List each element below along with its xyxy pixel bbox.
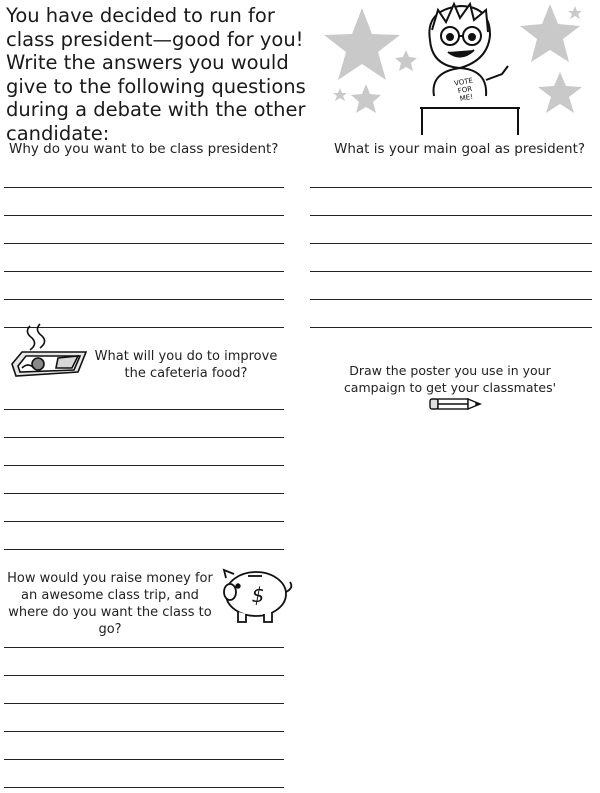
answer-line[interactable]: [4, 675, 284, 676]
answer-line[interactable]: [4, 647, 284, 648]
question-class-trip: How would you raise money for an awesome class trip, and where do you want the class to go?: [7, 571, 213, 637]
star-icon: [333, 88, 347, 101]
answer-line[interactable]: [4, 759, 284, 760]
star-icon: [324, 8, 400, 80]
piggy-bank-icon: [218, 564, 298, 626]
answer-line[interactable]: [4, 703, 284, 704]
answer-line[interactable]: [4, 521, 284, 522]
star-icon: [351, 84, 381, 113]
answer-line[interactable]: [310, 271, 592, 272]
question-cafeteria: What will you do to improve the cafeteria food?: [94, 349, 278, 381]
answer-line[interactable]: [4, 243, 284, 244]
intro-text: You have decided to run for class president—good for you! Write the answers you would give to the following questions during a debate with the other candidate:: [6, 4, 306, 145]
answer-line[interactable]: [310, 299, 592, 300]
star-icon: [568, 6, 582, 19]
answer-line[interactable]: [310, 327, 592, 328]
food-tray-icon: [8, 322, 88, 384]
answer-line[interactable]: [4, 215, 284, 216]
question-poster: Draw the poster you use in your campaign to get your classmates': [343, 363, 557, 395]
answer-line[interactable]: [4, 271, 284, 272]
answer-line[interactable]: [310, 243, 592, 244]
answer-line[interactable]: [4, 299, 284, 300]
candidate-illustration: [320, 0, 600, 135]
pencil-icon: [428, 396, 484, 412]
kid-figure: [422, 4, 518, 135]
answer-line[interactable]: [4, 437, 284, 438]
answer-line[interactable]: [4, 731, 284, 732]
dollar-sign: $: [251, 583, 265, 607]
answer-line[interactable]: [4, 787, 284, 788]
star-icon: [538, 72, 582, 113]
question-main-goal: What is your main goal as president?: [334, 141, 586, 157]
answer-line[interactable]: [4, 465, 284, 466]
answer-line[interactable]: [310, 187, 592, 188]
badge-line-1: VOTE: [453, 76, 474, 88]
answer-line[interactable]: [4, 409, 284, 410]
answer-line[interactable]: [4, 493, 284, 494]
star-icon: [395, 50, 417, 71]
badge-line-3: ME!: [459, 92, 474, 103]
badge-line-2: FOR: [457, 84, 473, 96]
answer-line[interactable]: [4, 549, 284, 550]
question-why-president: Why do you want to be class president?: [9, 141, 279, 157]
answer-line[interactable]: [310, 215, 592, 216]
answer-line[interactable]: [4, 187, 284, 188]
